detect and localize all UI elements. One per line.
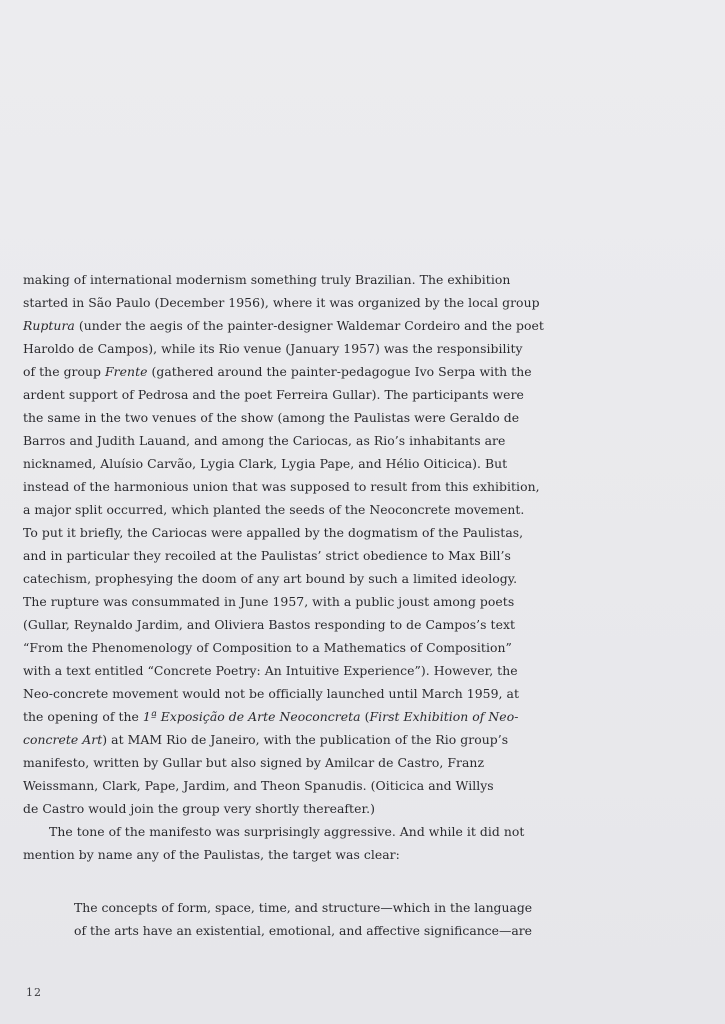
text-line: Barros and Judith Lauand, and among the Cariocas, as Rio’s inhabitants are [23, 433, 506, 448]
text-line: Weissmann, Clark, Pape, Jardim, and Theon Spanudis. (Oiticica and Willys [23, 778, 494, 793]
quote-line: of the arts have an existential, emotional, and affective significance—are [74, 923, 532, 938]
exhibition-title: 1ª Exposição de Arte Neoconcreta [142, 709, 361, 724]
text-line: instead of the harmonious union that was supposed to result from this exhibition, [23, 479, 540, 494]
text-line: a major split occurred, which planted the seeds of the Neoconcrete movement. [23, 502, 525, 517]
text-line: of the group Frente (gathered around the painter-pedagogue Ivo Serpa with the [23, 364, 532, 379]
text-line: nicknamed, Aluísio Carvão, Lygia Clark, Lygia Pape, and Hélio Oiticica). But [23, 456, 508, 471]
exhibition-title-english-cont: concrete Art [23, 732, 103, 747]
text-line: the opening of the 1ª Exposição de Arte Neoconcreta (First Exhibition of Neo- [23, 709, 519, 724]
text-line: catechism, prophesying the doom of any art bound by such a limited ideology. [23, 571, 518, 586]
text-line: and in particular they recoiled at the Paulistas’ strict obedience to Max Bill’s [23, 548, 511, 563]
text-line: Haroldo de Campos), while its Rio venue (January 1957) was the responsibility [23, 341, 523, 356]
body-text [23, 268, 544, 866]
group-name-frente: Frente [105, 364, 148, 379]
group-name-ruptura: Ruptura [23, 318, 75, 333]
paragraph-start-line: The tone of the manifesto was surprisingly aggressive. And while it did not [49, 824, 525, 839]
text-line: making of international modernism something truly Brazilian. The exhibition [23, 272, 511, 287]
text-line: with a text entitled “Concrete Poetry: An Intuitive Experience”). However, the [23, 663, 518, 678]
text-line: (Gullar, Reynaldo Jardim, and Oliviera Bastos responding to de Campos’s text [23, 617, 516, 632]
text-line: The rupture was consummated in June 1957, with a public joust among poets [23, 594, 515, 609]
text-line: the same in the two venues of the show (among the Paulistas were Geraldo de [23, 410, 520, 425]
text-line: concrete Art) at MAM Rio de Janeiro, with the publication of the Rio group’s [23, 732, 509, 747]
exhibition-title-english: First Exhibition of Neo- [369, 709, 519, 724]
text-line: Neo-concrete movement would not be officially launched until March 1959, at [23, 686, 519, 701]
page-number: 12 [26, 986, 42, 999]
manifesto-quote [74, 896, 533, 942]
text-line: mention by name any of the Paulistas, the target was clear: [23, 847, 400, 862]
text-line: Ruptura (under the aegis of the painter-designer Waldemar Cordeiro and the poet [23, 318, 544, 333]
text-line: de Castro would join the group very shortly thereafter.) [23, 801, 375, 816]
text-line: To put it briefly, the Cariocas were appalled by the dogmatism of the Paulistas, [23, 525, 524, 540]
text-line: ardent support of Pedrosa and the poet Ferreira Gullar). The participants were [23, 387, 524, 402]
quote-line: The concepts of form, space, time, and structure—which in the language [74, 900, 533, 915]
text-line: “From the Phenomenology of Composition to a Mathematics of Composition” [23, 640, 512, 655]
text-line: manifesto, written by Gullar but also signed by Amilcar de Castro, Franz [23, 755, 485, 770]
text-line: started in São Paulo (December 1956), where it was organized by the local group [23, 295, 540, 310]
